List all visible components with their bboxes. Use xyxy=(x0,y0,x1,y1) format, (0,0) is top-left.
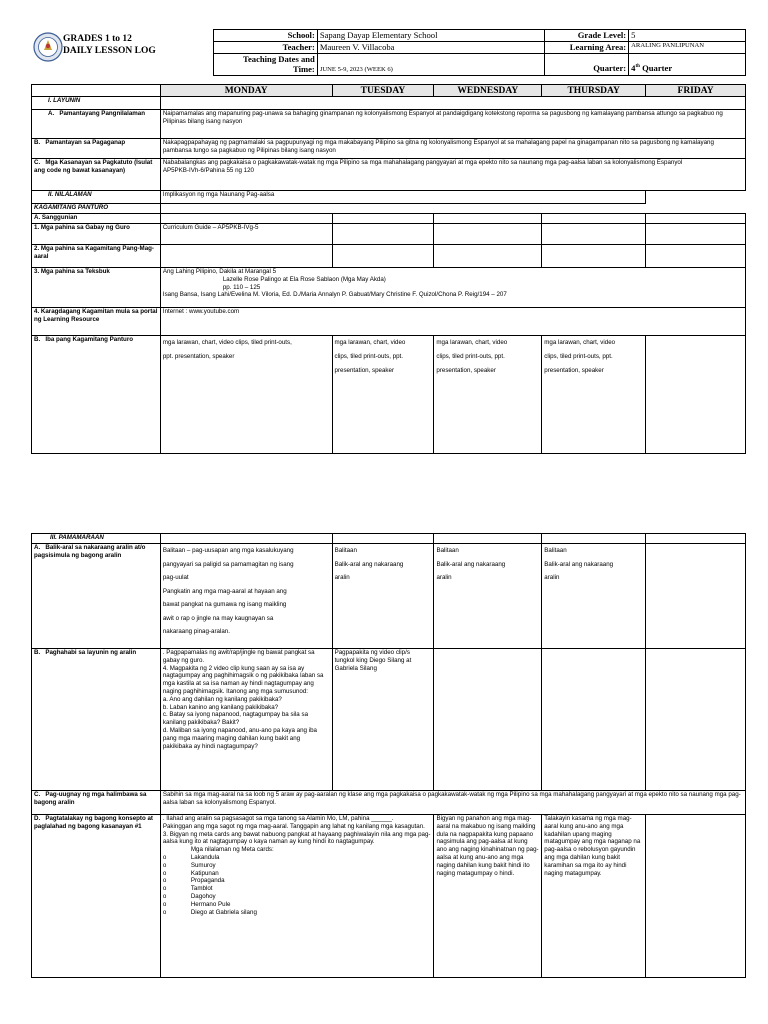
iba-pang-thu xyxy=(542,336,646,454)
ph-mon-2: a. Ano ang dahilan ng kanilang pakikibaka? xyxy=(162,695,282,703)
kagamitang-fri xyxy=(646,245,746,268)
pamantayan-pagaganap-label xyxy=(32,139,161,159)
iba-tue-line1: mga larawan, chart, video xyxy=(334,339,406,346)
meta-item: o Propaganda xyxy=(163,877,432,885)
pagtatalakay-wed: Bigyan ng panahon ang mga mag-aaral na makabuo ng isang maikling dula na nagpapakita kung papaano nagsimula ang pag-aalsa at kung ano ang naging kinahinatnan ng pag-aalsa at kung anu-ano ang mga naging dahilan kung bakit hindi ito naging matagumpay o hindi. xyxy=(434,815,542,978)
day-friday: FRIDAY xyxy=(646,85,746,97)
paghahabi-mon xyxy=(160,649,332,791)
pamamaraan-text: III. PAMAMARAAN xyxy=(50,534,104,541)
dates-value: JUNE 5-9, 2023 (WEEK 6) xyxy=(317,54,544,76)
pt-mon-2: Pakinggan ang mga sagot ng mga mag-aaral. Tanggapin ang lahat ng kanilang mga kasagutan. xyxy=(162,822,425,830)
sanggunian-heading: A. Sanggunian xyxy=(32,214,161,224)
quarter-number: 4 xyxy=(631,63,636,73)
kasanayan-text xyxy=(160,159,745,191)
nilalaman-blank xyxy=(646,191,746,204)
teacher-value: Maureen V. Villacoba xyxy=(317,42,544,54)
ba-tue-2: aralin xyxy=(334,574,350,581)
grade-value: 5 xyxy=(629,30,746,42)
pt-mon-3: 3. Bigyan ng meta cards ang bawat nabuong pangkat at hayaang paghiwalayin nila ang mga pag-aalsa kung ito at nagtagumpay o kaya naman ay kung hindi ito nagtagumpay. xyxy=(162,830,431,846)
paghahabi-fri xyxy=(646,649,746,791)
ba-tue-0: Balitaan xyxy=(334,547,357,554)
ba-wed-2: aralin xyxy=(436,574,452,581)
pagtatalakay-thu: Talakayin kasama ng mga mag-aaral kung anu-ano ang mga kadahilan upang maging matagumpay ang mga naganap na pag-aalsa o rebolusyon gayundin ang mga dahilan kung bakit karamihan sa mga ito ay hindi naging matagumpay. xyxy=(542,815,646,978)
pamamaraan-heading xyxy=(32,534,161,544)
iba-thu-line3: presentation, speaker xyxy=(544,367,604,374)
kagamitang-tue xyxy=(332,245,434,268)
title-line1: GRADES 1 to 12 xyxy=(63,34,132,44)
nilalaman-heading: II. NILALAMAN xyxy=(32,191,161,204)
teksbuk-line1: Ang Lahing Pilipino, Dakila at Marangal 5 xyxy=(162,268,277,275)
kasanayan-code: AP5PKB-IVh-6/Pahina 55 ng 120 xyxy=(162,166,255,174)
iba-pang-tue xyxy=(332,336,434,454)
pc-label: Pag-uugnay ng mga halimbawa sa bagong aralin xyxy=(34,791,147,806)
gabay-guro-tue xyxy=(332,224,434,245)
title-line2: DAILY LESSON LOG xyxy=(63,46,156,56)
ba-mon-2: pag-uulat xyxy=(162,574,189,581)
balik-aral-label xyxy=(32,544,161,649)
sanggunian-mon xyxy=(160,214,332,224)
layunin-blank xyxy=(160,97,745,110)
a-letter: A. xyxy=(48,110,55,117)
iba-pang-wed xyxy=(434,336,542,454)
day-monday: MONDAY xyxy=(160,85,332,97)
day-wednesday: WEDNESDAY xyxy=(434,85,542,97)
paghahabi-label xyxy=(32,649,161,791)
dates-label xyxy=(214,54,318,76)
c-letter: C. xyxy=(34,159,41,166)
lesson-table-part1 xyxy=(31,84,746,454)
dates-label-1: Teaching Dates and xyxy=(243,54,315,64)
layunin-heading: I. LAYUNIN xyxy=(32,97,161,110)
balik-aral-fri xyxy=(646,544,746,649)
gabay-guro-fri xyxy=(646,224,746,245)
iba-wed-line1: mga larawan, chart, video xyxy=(436,339,508,346)
pt-mon-1: . Ilahad ang aralin sa pagsasagot sa mga tanong sa Alamin Mo, LM, pahina ______. xyxy=(162,815,394,822)
pagtatalakay-label xyxy=(32,815,161,978)
meta-item: o Diego at Gabriela silang xyxy=(163,909,432,917)
deped-seal xyxy=(33,32,63,62)
sanggunian-fri xyxy=(646,214,746,224)
meta-item: o Dagohoy xyxy=(163,893,432,901)
day-corner xyxy=(32,85,161,97)
kasanayan-desc: Nababalangkas ang pagkakaisa o pagkakawatak-watak ng mga Pilipino sa mga mahahalagang pangyayari at mga epekto nito sa naunang mga pag-aalsa laban sa kolonyalismong Espanyol xyxy=(162,159,683,166)
b-letter: B. xyxy=(34,139,41,146)
b-label: Pamantayan sa Pagaganap xyxy=(45,139,126,146)
kagamitan-heading: KAGAMITANG PANTURO xyxy=(32,204,161,214)
teksbuk-label: 3. Mga pahina sa Teksbuk xyxy=(32,268,161,308)
karagdagang-label: 4. Karagdagang Kagamitan mula sa portal ng Learning Resource xyxy=(32,308,161,336)
meta-item: o Tamblot xyxy=(163,885,432,893)
pamantayang-pangnilalaman-label xyxy=(32,110,161,139)
kagamitang-wed xyxy=(434,245,542,268)
karagdagang-text: Internet : www.youtube.com xyxy=(160,308,745,336)
grade-label: Grade Level: xyxy=(545,30,629,42)
sanggunian-thu xyxy=(542,214,646,224)
meta-item: o Katipunan xyxy=(163,870,432,878)
iba-thu-line2: clips, tiled print-outs, ppt. xyxy=(544,353,613,360)
pam-tue xyxy=(332,534,434,544)
ph-mon-0: . Pagpapamalas ng awit/rap/jingle ng bawat pangkat sa gabay ng guro. xyxy=(162,649,315,664)
c-label: Mga Kasanayan sa Pagkatuto (Isulat ang code ng bawat kasanayan) xyxy=(34,159,153,174)
a-label: Pamantayang Pangnilalaman xyxy=(59,110,145,117)
iba-mon-line1: mga larawan, chart, video clips, tiled print-outs, xyxy=(162,339,292,346)
iba-thu-line1: mga larawan, chart, video xyxy=(544,339,616,346)
ba-mon-6: nakaraang pinag-aralan. xyxy=(162,628,230,635)
iba-tue-line3: presentation, speaker xyxy=(334,367,395,374)
iba-pang-mon xyxy=(160,336,332,454)
gabay-guro-label: 1. Mga pahina sa Gabay ng Guro xyxy=(32,224,161,245)
ph-mon-1: 4. Magpakita ng 2 video clip kung saan ay sa isa ay nagtagumpay ang paghihimagsik o ng pakikibaka laban sa mga kastila at sa isa naman ay hindi nagtagumpay ang naging paghihimagsik. Itanong ang mga sumusunod: xyxy=(162,664,324,695)
header-table xyxy=(213,29,746,76)
paghahabi-wed xyxy=(434,649,542,791)
pd-label: Pagtatalakay ng bagong konsepto at paglalahad ng bagong kasanayan #1 xyxy=(34,815,153,830)
meta-item: o Sumuroy xyxy=(163,862,432,870)
ph-mon-5: d. Maliban sa iyong napanood, anu-ano pa kaya ang iba pang mga maaring maging dahilan kung bakit ang pakikibaka ay hindi nagtagumpay? xyxy=(162,726,317,750)
pa-label: Balik-aral sa nakaraang aralin at/o pagsisimula ng bagong aralin xyxy=(34,544,146,559)
pam-mon xyxy=(160,534,332,544)
teksbuk-line4: Isang Bansa, Isang Lahi/Evelina M. Viloria, Ed. D./Maria Annalyn P. Gabuat/Mary Christine F. Quizol/Chona P. Reig/194 – 207 xyxy=(162,291,507,299)
ba-mon-3: Pangkatin ang mga mag-aaral at hayaan ang xyxy=(162,587,287,595)
kagamitang-mon xyxy=(160,245,332,268)
quarter-word: Quarter xyxy=(639,63,673,73)
ba-tue-1: Balik-aral ang nakaraang xyxy=(334,560,404,568)
area-label: Learning Area: xyxy=(545,42,629,54)
kagamitang-thu xyxy=(542,245,646,268)
gabay-guro-thu xyxy=(542,224,646,245)
kasanayan-label xyxy=(32,159,161,191)
log-title xyxy=(63,33,156,57)
pamantayang-pangnilalaman-text: Naipamamalas ang mapanuring pag-unawa sa bahaging ginampanan ng kolonyalismong Espanyol at pandaigdigang kotekstong reporma sa pagusbong ng kamalayang pambansa attungo sa pagkabuo ng Pilipinas bilang isang nasyon xyxy=(160,110,745,139)
meta-item: o Hermano Pule xyxy=(163,901,432,909)
balik-aral-mon xyxy=(160,544,332,649)
teacher-label: Teacher: xyxy=(214,42,318,54)
b2-label: Iba pang Kagamitang Panturo xyxy=(45,336,134,343)
ba-mon-5: awit o rap o jingle na may kaugnayan sa xyxy=(162,614,274,622)
quarter-sup: th xyxy=(635,64,640,70)
iba-pang-fri xyxy=(646,336,746,454)
meta-item: o Lakandula xyxy=(163,854,432,862)
iba-mon-line2: ppt. presentation, speaker xyxy=(162,353,235,360)
pam-thu xyxy=(542,534,646,544)
sanggunian-wed xyxy=(434,214,542,224)
school-label: School: xyxy=(214,30,318,42)
paghahabi-tue: Pagpapakita ng video clip/s tungkol king Diego Silang at Gabriela Silang xyxy=(332,649,434,791)
pagtatalakay-fri xyxy=(646,815,746,978)
pag-uugnay-label xyxy=(32,791,161,815)
ba-thu-2: aralin xyxy=(544,574,560,581)
pag-uugnay-text: Sabihin sa mga mag-aaral na sa loob ng 5 araw ay pag-aaralan ng klase ang mga pagkakaisa o pagkakawatak-watak ng mga Pilipino sa mga mahahalagang pangyayari at mga epekto nito sa naunang mga pag-aalsa laban sa kolonyalismong Espanyol. xyxy=(160,791,745,815)
day-thursday: THURSDAY xyxy=(542,85,646,97)
ba-wed-1: Balik-aral ang nakaraang xyxy=(436,560,506,568)
iba-tue-line2: clips, tiled print-outs, ppt. xyxy=(334,353,403,360)
b2-letter: B. xyxy=(34,336,41,343)
teksbuk-line2: Lazelle Rose Palingo at Ela Rose Sablaon (Mga May Akda) xyxy=(222,275,386,283)
pb-letter: B. xyxy=(34,649,41,656)
school-value: Sapang Dayap Elementary School xyxy=(317,30,544,42)
ba-thu-1: Balik-aral ang nakaraang xyxy=(544,560,614,568)
paghahabi-thu xyxy=(542,649,646,791)
pam-fri xyxy=(646,534,746,544)
teksbuk-line3: pp. 110 – 125 xyxy=(222,283,261,291)
iba-pang-kagamitan-label xyxy=(32,336,161,454)
pam-wed xyxy=(434,534,542,544)
sanggunian-tue xyxy=(332,214,434,224)
day-tuesday: TUESDAY xyxy=(332,85,434,97)
meta-cards-list xyxy=(163,854,432,916)
pagtatalakay-mon xyxy=(160,815,434,978)
kagamitang-mag-aaral-label: 2. Mga pahina sa Kagamitang Pang-Mag-aaral xyxy=(32,245,161,268)
quarter-label: Quarter: xyxy=(545,54,629,76)
balik-aral-thu xyxy=(542,544,646,649)
teksbuk-text xyxy=(160,268,745,308)
dates-label-2: Time: xyxy=(293,64,315,74)
nilalaman-text: Implikasyon ng mga Naunang Pag-aalsa xyxy=(160,191,645,204)
pa-letter: A. xyxy=(34,544,41,551)
gabay-guro-mon: Curriculum Guide – AP5PKB-IVg-5 xyxy=(160,224,332,245)
ba-mon-4: bawat pangkat na gumawa ng isang maikling xyxy=(162,601,287,608)
ba-wed-0: Balitaan xyxy=(436,547,459,554)
pd-letter: D. xyxy=(34,815,41,822)
gabay-guro-wed xyxy=(434,224,542,245)
ba-thu-0: Balitaan xyxy=(544,547,567,554)
quarter-value xyxy=(629,54,746,76)
balik-aral-wed xyxy=(434,544,542,649)
iba-wed-line2: clips, tiled print-outs, ppt. xyxy=(436,353,505,360)
ph-mon-4: c. Batay sa iyong napanood, nagtagumpay ba sila sa kanilang pakikibaka? Bakit? xyxy=(162,711,309,727)
ba-mon-1: pangyayari sa paligid sa pamamagitan ng isang xyxy=(162,560,294,568)
meta-title: Mga nilalaman ng Meta cards: xyxy=(190,846,274,854)
pc-letter: C. xyxy=(34,791,41,798)
pb-label: Paghahabi sa layunin ng aralin xyxy=(45,649,137,656)
ph-mon-3: b. Laban kanino ang kanilang pakikibaka? xyxy=(162,703,279,711)
balik-aral-tue xyxy=(332,544,434,649)
kagamitan-blank xyxy=(160,204,745,214)
iba-wed-line3: presentation, speaker xyxy=(436,367,496,374)
pamantayan-pagaganap-text: Nakapagpapahayag ng pagmamalaki sa pagpupunyagi ng mga makabayang Pilipino sa gitna ng kolonyalismong Espanyol at sa mahalagang papel na ginagampanan nito sa pagusbong ng kamalayang pambansa tungo sa pagkabuo ng Pilipinas bilang isang nasyon xyxy=(160,139,745,159)
ba-mon-0: Balitaan – pag-uusapan ang mga kasalukuyang xyxy=(162,547,294,554)
area-value: ARALING PANLIPUNAN xyxy=(629,42,746,54)
lesson-table-part3 xyxy=(31,533,746,978)
